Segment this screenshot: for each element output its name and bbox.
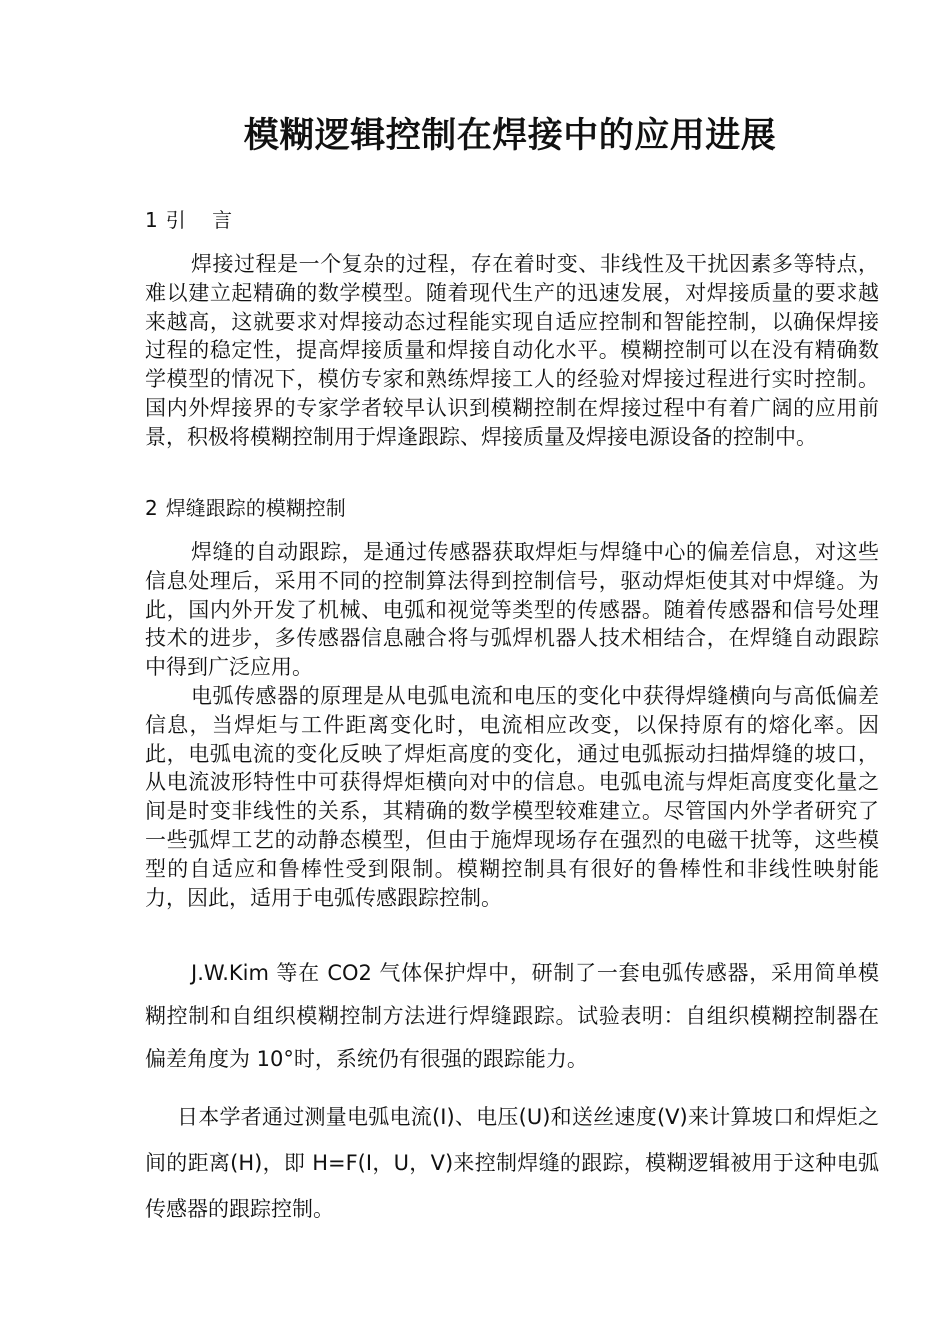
document-title: 模糊逻辑控制在焊接中的应用进展 xyxy=(243,116,777,156)
paragraph-kim-study: J.W.Kim 等在 CO2 气体保护焊中，研制了一套电弧传感器，采用简单模糊控制和自组织模糊控制方法进行焊缝跟踪。试验表明：自组织模糊控制器在偏差角度为 10°时，系统仍有很强的跟踪能力。 xyxy=(145,961,879,1071)
section-heading-seam-tracking xyxy=(145,494,346,522)
section-heading-introduction xyxy=(145,206,242,234)
section-title: 焊缝跟踪的模糊控制 xyxy=(165,496,346,520)
section-title: 引 言 xyxy=(165,208,243,232)
section-number: 2 xyxy=(145,496,158,520)
paragraph-arc-sensor: 电弧传感器的原理是从电弧电流和电压的变化中获得焊缝横向与高低偏差信息，当焊炬与工件距离变化时，电流相应改变，以保持原有的熔化率。因此，电弧电流的变化反映了焊炬高度的变化，通过电弧振动扫描焊缝的坡口，从电流波形特性中可获得焊炬横向对中的信息。电弧电流与焊炬高度变化量之间是时变非线性的关系，其精确的数学模型较难建立。尽管国内外学者研究了一些弧焊工艺的动静态模型，但由于施焊现场存在强烈的电磁干扰等，这些模型的自适应和鲁棒性受到限制。模糊控制具有很好的鲁棒性和非线性映射能力，因此，适用于电弧传感跟踪控制。 xyxy=(145,684,879,910)
paragraph-seam-tracking: 焊缝的自动跟踪，是通过传感器获取焊炬与焊缝中心的偏差信息，对这些信息处理后，采用不同的控制算法得到控制信号，驱动焊炬使其对中焊缝。为此，国内外开发了机械、电弧和视觉等类型的传感器。随着传感器和信号处理技术的进步，多传感器信息融合将与弧焊机器人技术相结合，在焊缝自动跟踪中得到广泛应用。 xyxy=(145,540,879,680)
paragraph-introduction: 焊接过程是一个复杂的过程，存在着时变、非线性及干扰因素多等特点，难以建立起精确的数学模型。随着现代生产的迅速发展，对焊接质量的要求越来越高，这就要求对焊接动态过程能实现自适应控制和智能控制，以确保焊接过程的稳定性，提高焊接质量和焊接自动化水平。模糊控制可以在没有精确数学模型的情况下，模仿专家和熟练焊接工人的经验对焊接过程进行实时控制。国内外焊接界的专家学者较早认识到模糊控制在焊接过程中有着广阔的应用前景，积极将模糊控制用于焊逢跟踪、焊接质量及焊接电源设备的控制中。 xyxy=(145,252,879,449)
section-number: 1 xyxy=(145,208,158,232)
paragraph-japanese-study: 日本学者通过测量电弧电流(I)、电压(U)和送丝速度(V)来计算坡口和焊炬之间的距离(H)，即 H=F(I，U，V)来控制焊缝的跟踪，模糊逻辑被用于这种电弧传感器的跟踪控制。 xyxy=(145,1105,879,1221)
